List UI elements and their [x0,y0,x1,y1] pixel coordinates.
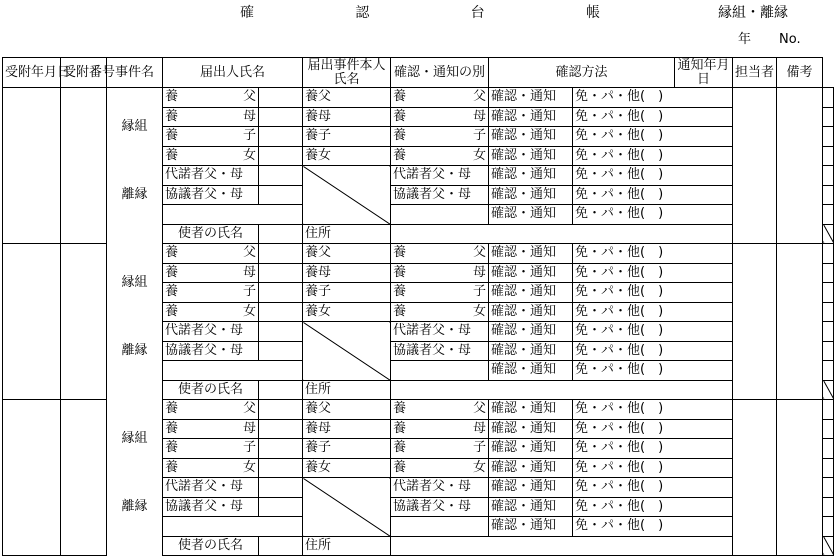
applicant-name-field[interactable] [259,107,303,127]
applicant-relation: 養 子 [163,127,259,147]
title-char: 認 [355,5,370,21]
confirm-blank [391,205,489,225]
confirm-notice[interactable]: 確認・通知 [489,283,573,303]
confirm-proxy: 代諾者父・母 [391,478,489,498]
event-blank [107,536,163,556]
confirm-notice[interactable]: 確認・通知 [489,400,573,420]
confirm-proxy: 代諾者父・母 [391,166,489,186]
person-relation: 養子 [303,283,391,303]
receipt-no-cell[interactable] [61,400,107,556]
table-row [3,400,834,420]
applicant-name-field[interactable] [259,146,303,166]
ledger-table [2,57,834,556]
remarks-field[interactable] [823,263,834,283]
event-adoption: 縁組 [107,88,163,166]
receipt-no-cell[interactable] [61,88,107,244]
year-number [738,28,829,47]
agreement-label: 協議者父・母 [163,341,259,361]
confirm-notice[interactable]: 確認・通知 [489,166,573,186]
remarks-field[interactable] [823,419,834,439]
person-slash [303,322,391,381]
confirm-notice[interactable]: 確認・通知 [489,127,573,147]
messenger-name-field[interactable] [259,380,303,400]
table-row [3,380,834,400]
header-confirm-type: 確認・通知の別 [391,58,489,88]
person-slash [303,478,391,537]
confirm-notice[interactable]: 確認・通知 [489,497,573,517]
method-options[interactable]: 免・パ・他( ) [573,283,733,303]
agreement-label: 協議者父・母 [163,185,259,205]
confirm-notice[interactable]: 確認・通知 [489,244,573,264]
confirm-blank [391,517,489,537]
address-field[interactable] [391,380,733,400]
receipt-date-cell[interactable] [3,244,61,400]
applicant-name-field[interactable] [259,478,303,498]
applicant-blank[interactable] [163,517,303,537]
applicant-name-field[interactable] [259,341,303,361]
method-options[interactable]: 免・パ・他( ) [573,107,733,127]
agreement-label: 協議者父・母 [163,497,259,517]
title-char: 帳 [585,5,600,21]
method-options[interactable]: 免・パ・他( ) [573,127,733,147]
confirm-notice[interactable]: 確認・通知 [489,185,573,205]
messenger-name-field[interactable] [259,224,303,244]
ledger-subtitle: 縁組・離縁 [718,5,788,21]
header-remarks: 備考 [777,58,823,88]
confirm-relation: 養 母 [391,107,489,127]
applicant-blank[interactable] [163,361,303,381]
applicant-relation: 養 女 [163,302,259,322]
remarks-field[interactable] [823,478,834,498]
notice-date-cell[interactable] [733,400,777,556]
applicant-name-field[interactable] [259,497,303,517]
method-options[interactable]: 免・パ・他( ) [573,244,733,264]
confirm-relation: 養 父 [391,88,489,108]
remarks-field[interactable] [823,458,834,478]
event-dissolution: 離縁 [107,478,163,537]
table-row [3,88,834,108]
remarks-field[interactable] [823,400,834,420]
method-options[interactable]: 免・パ・他( ) [573,517,733,537]
confirm-agreement: 協議者父・母 [391,341,489,361]
person-relation: 養父 [303,88,391,108]
address-label: 住所 [303,536,391,556]
applicant-name-field[interactable] [259,88,303,108]
address-field[interactable] [391,224,733,244]
method-options[interactable]: 免・パ・他( ) [573,263,733,283]
proxy-label: 代諾者父・母 [163,322,259,342]
header-person: 届出事件本人氏名 [303,58,391,88]
header-applicant: 届出人氏名 [163,58,303,88]
applicant-name-field[interactable] [259,302,303,322]
applicant-name-field[interactable] [259,263,303,283]
confirm-relation: 養 母 [391,263,489,283]
confirm-relation: 養 父 [391,244,489,264]
confirm-notice[interactable]: 確認・通知 [489,107,573,127]
applicant-name-field[interactable] [259,283,303,303]
remarks-field[interactable] [823,322,834,342]
person-slash [303,166,391,225]
confirm-relation: 養 女 [391,146,489,166]
event-blank [107,224,163,244]
applicant-name-field[interactable] [259,439,303,459]
remarks-field[interactable] [823,361,834,381]
applicant-relation: 養 女 [163,458,259,478]
applicant-relation: 養 子 [163,439,259,459]
method-options[interactable]: 免・パ・他( ) [573,458,733,478]
remarks-field[interactable] [823,439,834,459]
person-relation: 養母 [303,419,391,439]
applicant-name-field[interactable] [259,127,303,147]
method-options[interactable]: 免・パ・他( ) [573,88,733,108]
method-options[interactable]: 免・パ・他( ) [573,361,733,381]
messenger-label: 使者の氏名 [163,536,259,556]
staff-cell[interactable] [777,244,823,400]
remarks-slash [823,536,834,556]
remarks-slash [823,380,834,400]
remarks-field[interactable] [823,146,834,166]
confirm-relation: 養 子 [391,283,489,303]
applicant-relation: 養 女 [163,146,259,166]
event-dissolution: 離縁 [107,166,163,225]
applicant-name-field[interactable] [259,185,303,205]
confirm-relation: 養 父 [391,400,489,420]
confirm-notice[interactable]: 確認・通知 [489,419,573,439]
applicant-name-field[interactable] [259,166,303,186]
confirm-notice[interactable]: 確認・通知 [489,458,573,478]
confirm-notice[interactable]: 確認・通知 [489,88,573,108]
applicant-relation: 養 父 [163,400,259,420]
method-options[interactable]: 免・パ・他( ) [573,322,733,342]
person-relation: 養子 [303,127,391,147]
event-adoption: 縁組 [107,400,163,478]
address-label: 住所 [303,224,391,244]
person-relation: 養父 [303,244,391,264]
confirm-notice[interactable]: 確認・通知 [489,205,573,225]
applicant-name-field[interactable] [259,400,303,420]
method-options[interactable]: 免・パ・他( ) [573,400,733,420]
applicant-blank[interactable] [163,205,303,225]
confirm-blank [391,361,489,381]
remarks-field[interactable] [823,302,834,322]
applicant-relation: 養 父 [163,244,259,264]
title-char: 確 [240,5,254,21]
header-receipt-date: 受附年月日 [3,58,61,88]
notice-date-cell[interactable] [733,88,777,244]
method-options[interactable]: 免・パ・他( ) [573,419,733,439]
person-relation: 養父 [303,400,391,420]
event-adoption: 縁組 [107,244,163,322]
table-row [3,244,834,264]
applicant-relation: 養 母 [163,107,259,127]
confirm-relation: 養 女 [391,458,489,478]
event-dissolution: 離縁 [107,322,163,381]
receipt-no-cell[interactable] [61,244,107,400]
remarks-field[interactable] [823,341,834,361]
proxy-label: 代諾者父・母 [163,478,259,498]
messenger-name-field[interactable] [259,536,303,556]
applicant-relation: 養 父 [163,88,259,108]
method-options[interactable]: 免・パ・他( ) [573,497,733,517]
table-row [3,224,834,244]
staff-cell[interactable] [777,400,823,556]
event-blank [107,380,163,400]
confirm-notice[interactable]: 確認・通知 [489,517,573,537]
method-options[interactable]: 免・パ・他( ) [573,439,733,459]
person-relation: 養女 [303,458,391,478]
confirm-notice[interactable]: 確認・通知 [489,263,573,283]
remarks-field[interactable] [823,283,834,303]
remarks-field[interactable] [823,185,834,205]
method-options[interactable]: 免・パ・他( ) [573,302,733,322]
year-label: 年 [738,32,752,47]
person-relation: 養母 [303,263,391,283]
confirm-notice[interactable]: 確認・通知 [489,302,573,322]
no-label: No. [779,32,801,47]
person-relation: 養子 [303,439,391,459]
header-method: 確認方法 [489,58,675,88]
person-relation: 養母 [303,107,391,127]
confirm-proxy: 代諾者父・母 [391,322,489,342]
confirm-notice[interactable]: 確認・通知 [489,322,573,342]
confirm-relation: 養 子 [391,127,489,147]
address-field[interactable] [391,536,733,556]
applicant-name-field[interactable] [259,419,303,439]
person-relation: 養女 [303,302,391,322]
confirm-notice[interactable]: 確認・通知 [489,361,573,381]
table-row [3,478,834,498]
header-notice-date: 通知年月日 [675,58,733,88]
applicant-name-field[interactable] [259,322,303,342]
confirm-notice[interactable]: 確認・通知 [489,341,573,361]
table-row [3,166,834,186]
remarks-field[interactable] [823,166,834,186]
remarks-field[interactable] [823,88,834,108]
remarks-field[interactable] [823,244,834,264]
method-options[interactable]: 免・パ・他( ) [573,166,733,186]
staff-cell[interactable] [777,88,823,244]
method-options[interactable]: 免・パ・他( ) [573,185,733,205]
method-options[interactable]: 免・パ・他( ) [573,146,733,166]
title-char: 台 [470,5,485,21]
method-options[interactable]: 免・パ・他( ) [573,478,733,498]
method-options[interactable]: 免・パ・他( ) [573,205,733,225]
method-options[interactable]: 免・パ・他( ) [573,341,733,361]
remarks-field[interactable] [823,127,834,147]
confirm-notice[interactable]: 確認・通知 [489,478,573,498]
remarks-field[interactable] [823,205,834,225]
confirm-relation: 養 女 [391,302,489,322]
messenger-label: 使者の氏名 [163,380,259,400]
messenger-label: 使者の氏名 [163,224,259,244]
applicant-relation: 養 子 [163,283,259,303]
table-row [3,322,834,342]
applicant-name-field[interactable] [259,458,303,478]
confirm-relation: 養 子 [391,439,489,459]
remarks-field[interactable] [823,497,834,517]
confirm-agreement: 協議者父・母 [391,497,489,517]
table-row [3,536,834,556]
address-label: 住所 [303,380,391,400]
confirm-agreement: 協議者父・母 [391,185,489,205]
remarks-slash [823,224,834,244]
confirm-relation: 養 母 [391,419,489,439]
remarks-field[interactable] [823,107,834,127]
confirm-notice[interactable]: 確認・通知 [489,439,573,459]
header-receipt-no: 受附番号 [61,58,107,88]
confirm-notice[interactable]: 確認・通知 [489,146,573,166]
person-relation: 養女 [303,146,391,166]
applicant-name-field[interactable] [259,244,303,264]
applicant-relation: 養 母 [163,419,259,439]
receipt-date-cell[interactable] [3,400,61,556]
header-staff: 担当者 [733,58,777,88]
receipt-date-cell[interactable] [3,88,61,244]
header-event: 事件名 [107,58,163,88]
ledger-title [240,2,600,22]
remarks-field[interactable] [823,517,834,537]
proxy-label: 代諾者父・母 [163,166,259,186]
applicant-relation: 養 母 [163,263,259,283]
notice-date-cell[interactable] [733,244,777,400]
